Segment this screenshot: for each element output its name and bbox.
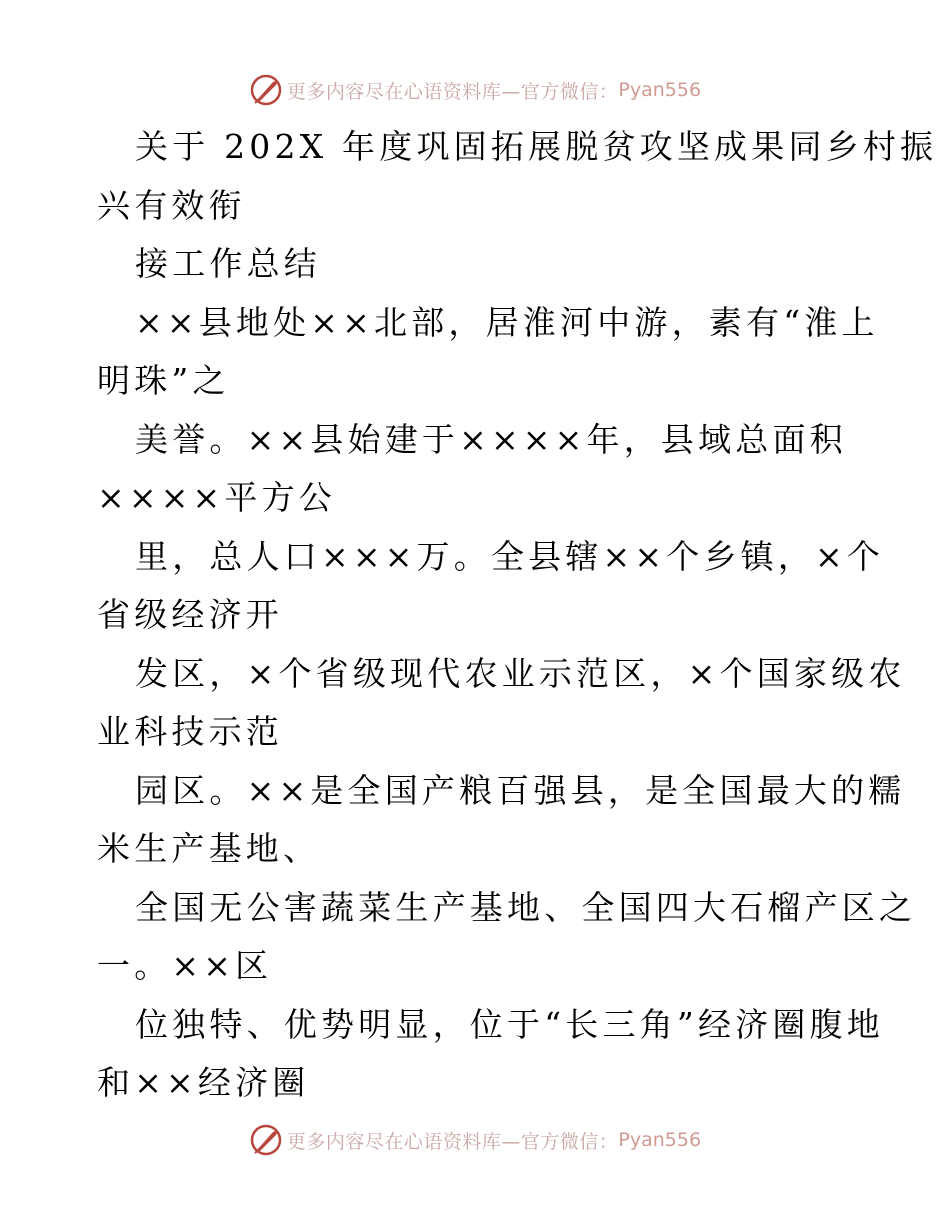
quill-pen-logo-icon	[249, 1123, 283, 1157]
header-banner	[0, 70, 950, 110]
paragraph-line: 里，总人口×××万。全县辖××个乡镇，×个	[135, 536, 885, 576]
document-body	[97, 118, 938, 1113]
footer-banner	[0, 1120, 950, 1160]
paragraph-line: 省级经济开	[97, 595, 283, 634]
paragraph-line: 明珠”之	[97, 361, 230, 400]
quill-pen-logo-icon	[249, 73, 283, 107]
wechat-id: Pyan556	[618, 79, 702, 101]
paragraph-line: ××××平方公	[97, 478, 337, 517]
wechat-id: Pyan556	[618, 1129, 702, 1151]
paragraph-line: 美誉。××县始建于××××年，县域总面积	[135, 419, 847, 459]
paragraph-line: 园区。××是全国产粮百强县，是全国最大的糯	[135, 770, 906, 810]
paragraph-line: 发区，×个省级现代农业示范区，×个国家级农	[135, 653, 906, 693]
paragraph-line: 米生产基地、	[97, 829, 321, 868]
title-line-1: 关于 202X 年度巩固拓展脱贫攻坚成果同乡村振	[135, 127, 938, 166]
paragraph-line: 和××经济圈	[97, 1063, 310, 1102]
paragraph-line: 全国无公害蔬菜生产基地、全国四大石榴产区之	[135, 887, 917, 927]
paragraph-line: ××县地处××北部，居淮河中游，素有“淮上	[135, 302, 879, 342]
paragraph-line: 业科技示范	[97, 712, 283, 751]
paragraph-line: 位独特、优势明显，位于“长三角”经济圈腹地	[135, 1004, 884, 1044]
banner-text: 更多内容尽在心语资料库—官方微信：	[286, 80, 619, 103]
banner-text: 更多内容尽在心语资料库—官方微信：	[286, 1130, 619, 1153]
title-line-3: 接工作总结	[135, 244, 321, 283]
title-line-2: 兴有效衔	[97, 185, 246, 225]
paragraph-line: 一。××区	[97, 946, 273, 985]
